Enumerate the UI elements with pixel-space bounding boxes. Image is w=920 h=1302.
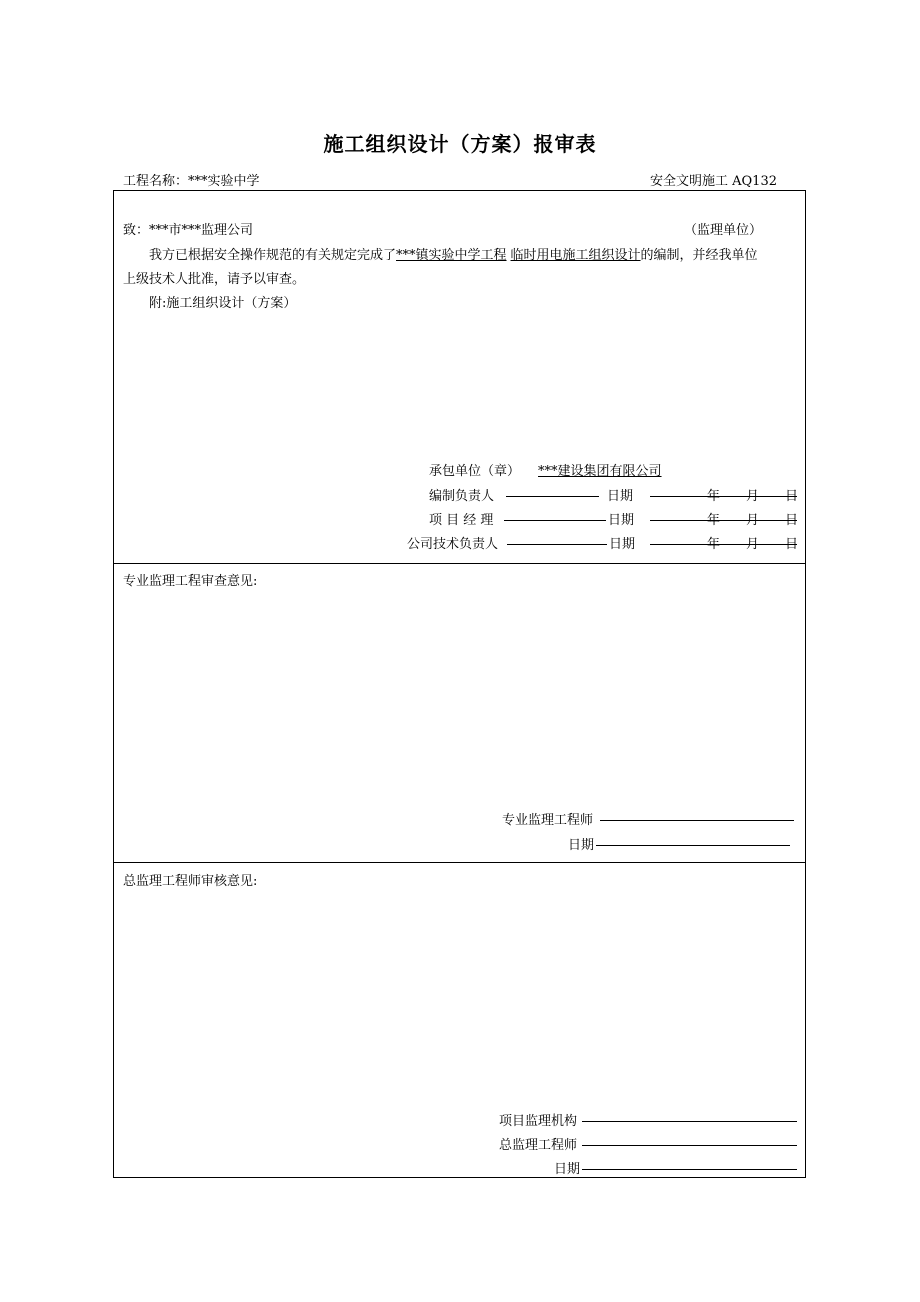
pm-month: 月 — [746, 513, 760, 528]
chief-review-heading: 总监理工程师审核意见: — [123, 874, 258, 889]
specialist-review-heading: 专业监理工程审查意见: — [123, 574, 258, 589]
specialist-date-field[interactable] — [596, 833, 790, 846]
tech-signature-field[interactable] — [507, 532, 607, 545]
body-project: ***镇实验中学工程 — [396, 248, 507, 263]
supervisor-unit-label: （监理单位） — [684, 223, 763, 238]
pm-year: 年 — [707, 513, 721, 528]
body-prefix: 我方已根据安全操作规范的有关规定完成了 — [149, 248, 397, 263]
project-name: 工程名称：***实验中学 — [123, 174, 260, 189]
contractor-value: ***建设集团有限公司 — [538, 464, 662, 479]
tech-date-label: 日期 — [609, 537, 636, 552]
pm-label: 项 目 经 理 — [429, 513, 494, 528]
tech-year: 年 — [707, 537, 721, 552]
attachment-note: 附:施工组织设计（方案） — [149, 296, 297, 311]
tech-month: 月 — [746, 537, 760, 552]
chief-date-field[interactable] — [582, 1157, 797, 1170]
pm-date-label: 日期 — [608, 513, 635, 528]
supervision-org-label: 项目监理机构 — [499, 1114, 578, 1129]
body-text-line2: 上级技术人批准，请予以审查。 — [123, 272, 306, 287]
compiler-signature-field[interactable] — [506, 484, 599, 497]
section-divider-1 — [113, 563, 806, 564]
compiler-day: 日 — [785, 489, 799, 504]
section-divider-2 — [113, 862, 806, 863]
compiler-month: 月 — [746, 489, 760, 504]
specialist-engineer-label: 专业监理工程师 — [502, 813, 594, 828]
tech-label: 公司技术负责人 — [407, 537, 499, 552]
tech-day: 日 — [785, 537, 799, 552]
pm-day: 日 — [785, 513, 799, 528]
addressee: 致：***市***监理公司 — [123, 223, 254, 238]
pm-signature-field[interactable] — [504, 508, 606, 521]
form-frame — [113, 190, 806, 1178]
compiler-label: 编制负责人 — [429, 489, 495, 504]
supervision-org-field[interactable] — [582, 1109, 797, 1122]
chief-engineer-label: 总监理工程师 — [499, 1138, 578, 1153]
compiler-date-label: 日期 — [607, 489, 634, 504]
body-design: 临时用电施工组织设计 — [510, 248, 641, 263]
body-text-line1 — [149, 244, 758, 263]
compiler-year: 年 — [707, 489, 721, 504]
specialist-engineer-field[interactable] — [600, 808, 794, 821]
contractor-label: 承包单位（章） — [429, 464, 521, 479]
form-code: 安全文明施工 AQ132 — [650, 174, 777, 189]
chief-engineer-field[interactable] — [582, 1133, 797, 1146]
specialist-date-label: 日期 — [568, 838, 595, 853]
tech-date-field[interactable] — [650, 532, 797, 545]
body-suffix: 的编制，并经我单位 — [640, 248, 758, 263]
pm-date-field[interactable] — [650, 508, 797, 521]
compiler-date-field[interactable] — [650, 484, 797, 497]
page-title: 施工组织设计（方案）报审表 — [323, 132, 597, 156]
contractor-row — [429, 460, 662, 479]
chief-date-label: 日期 — [554, 1162, 581, 1177]
